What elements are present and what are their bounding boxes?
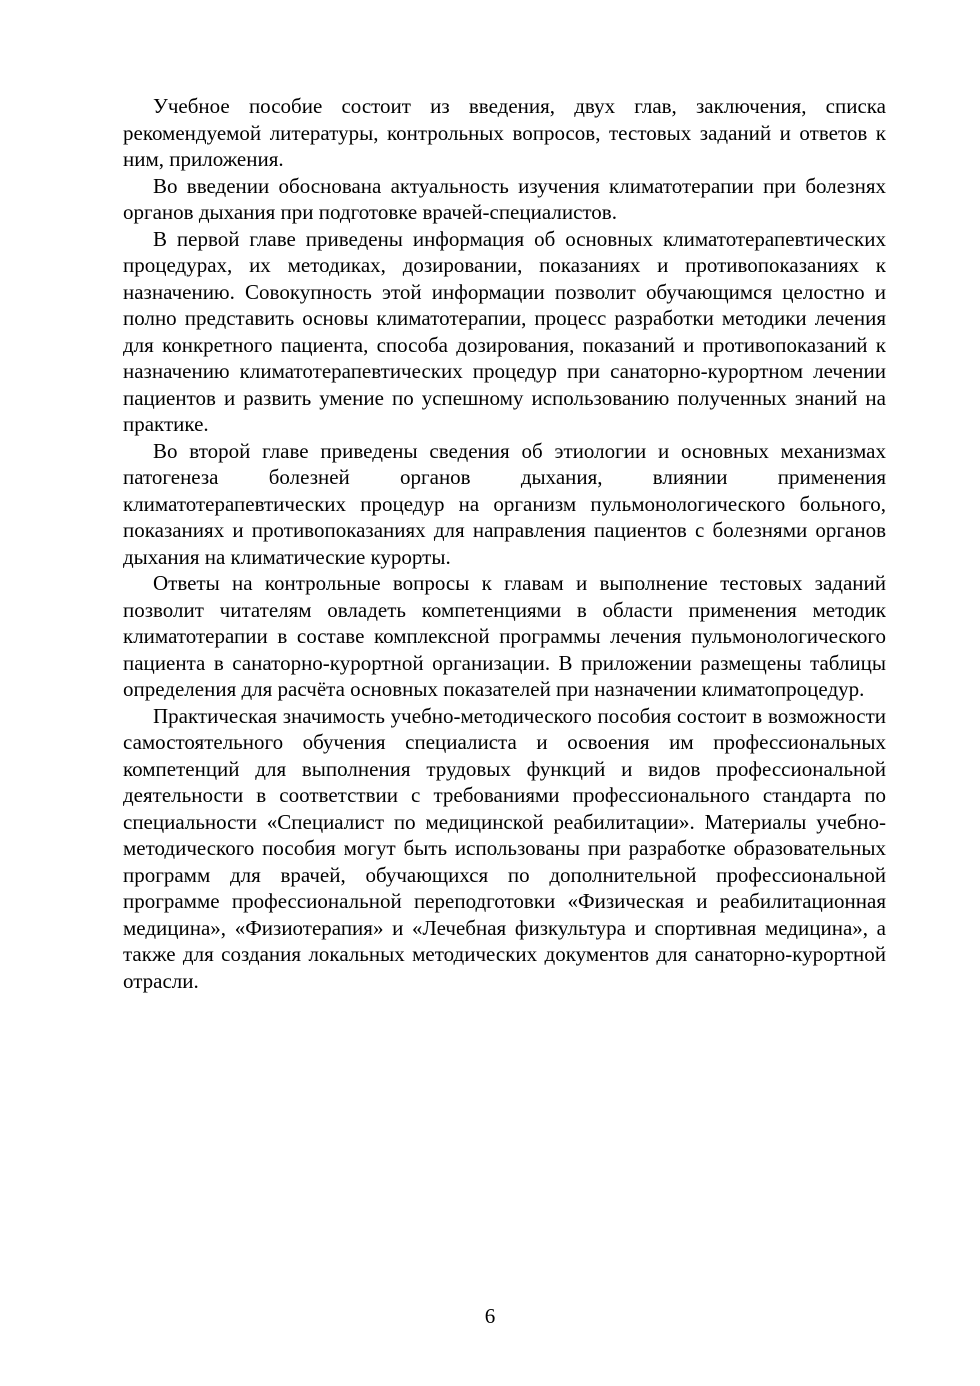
paragraph-chapter-one: В первой главе приведены информация об основных климатотерапевтических процедурах, их методиках, дозировании, показаниях и противопоказаниях к назначению. Совокупность этой информации позволит обучающимся целостно и полно представить основы климатотерапии, процесс разработки методики лечения для конкретного пациента, способа дозирования, показаний и противопоказаний к назначению климатотерапевтических процедур при санаторно-курортном лечении пациентов и развить умение по успешному использованию полученных знаний на практике. xyxy=(123,226,886,436)
paragraph-introduction: Во введении обоснована актуальность изучения климатотерапии при болезнях органов дыхания при подготовке врачей-специалистов. xyxy=(123,173,886,224)
body-text xyxy=(123,93,886,994)
paragraph-structure: Учебное пособие состоит из введения, двух глав, заключения, списка рекомендуемой литературы, контрольных вопросов, тестовых заданий и ответов к ним, приложения. xyxy=(123,94,886,171)
page-number: 6 xyxy=(484,1304,496,1328)
paragraph-chapter-two: Во второй главе приведены сведения об этиологии и основных механизмах патогенеза болезней органов дыхания, влиянии применения климатотерапевтических процедур на организм пульмонологического больного, показаниях и противопоказаниях для направления пациентов с болезнями органов дыхания на климатические курорты. xyxy=(123,438,886,569)
paragraph-significance: Практическая значимость учебно-методического пособия состоит в возможности самостоятельного обучения специалиста и освоения им профессиональных компетенций для выполнения трудовых функций и видов профессиональной деятельности в соответствии с требованиями профессионального стандарта по специальности «Специалист по медицинской реабилитации». Материалы учебно-методического пособия могут быть использованы при разработке образовательных программ для врачей, обучающихся по дополнительной профессиональной программе профессиональной переподготовки «Физическая и реабилитационная медицина», «Физиотерапия» и «Лечебная физкультура и спортивная медицина», а также для создания локальных методических документов для санаторно-курортной отрасли. xyxy=(123,703,886,993)
paragraph-answers: Ответы на контрольные вопросы к главам и выполнение тестовых заданий позволит читателям овладеть компетенциями в области применения методик климатотерапии в составе комплексной программы лечения пульмонологического пациента в санаторно-курортной организации. В приложении размещены таблицы определения для расчёта основных показателей при назначении климатопроцедур. xyxy=(123,571,886,701)
